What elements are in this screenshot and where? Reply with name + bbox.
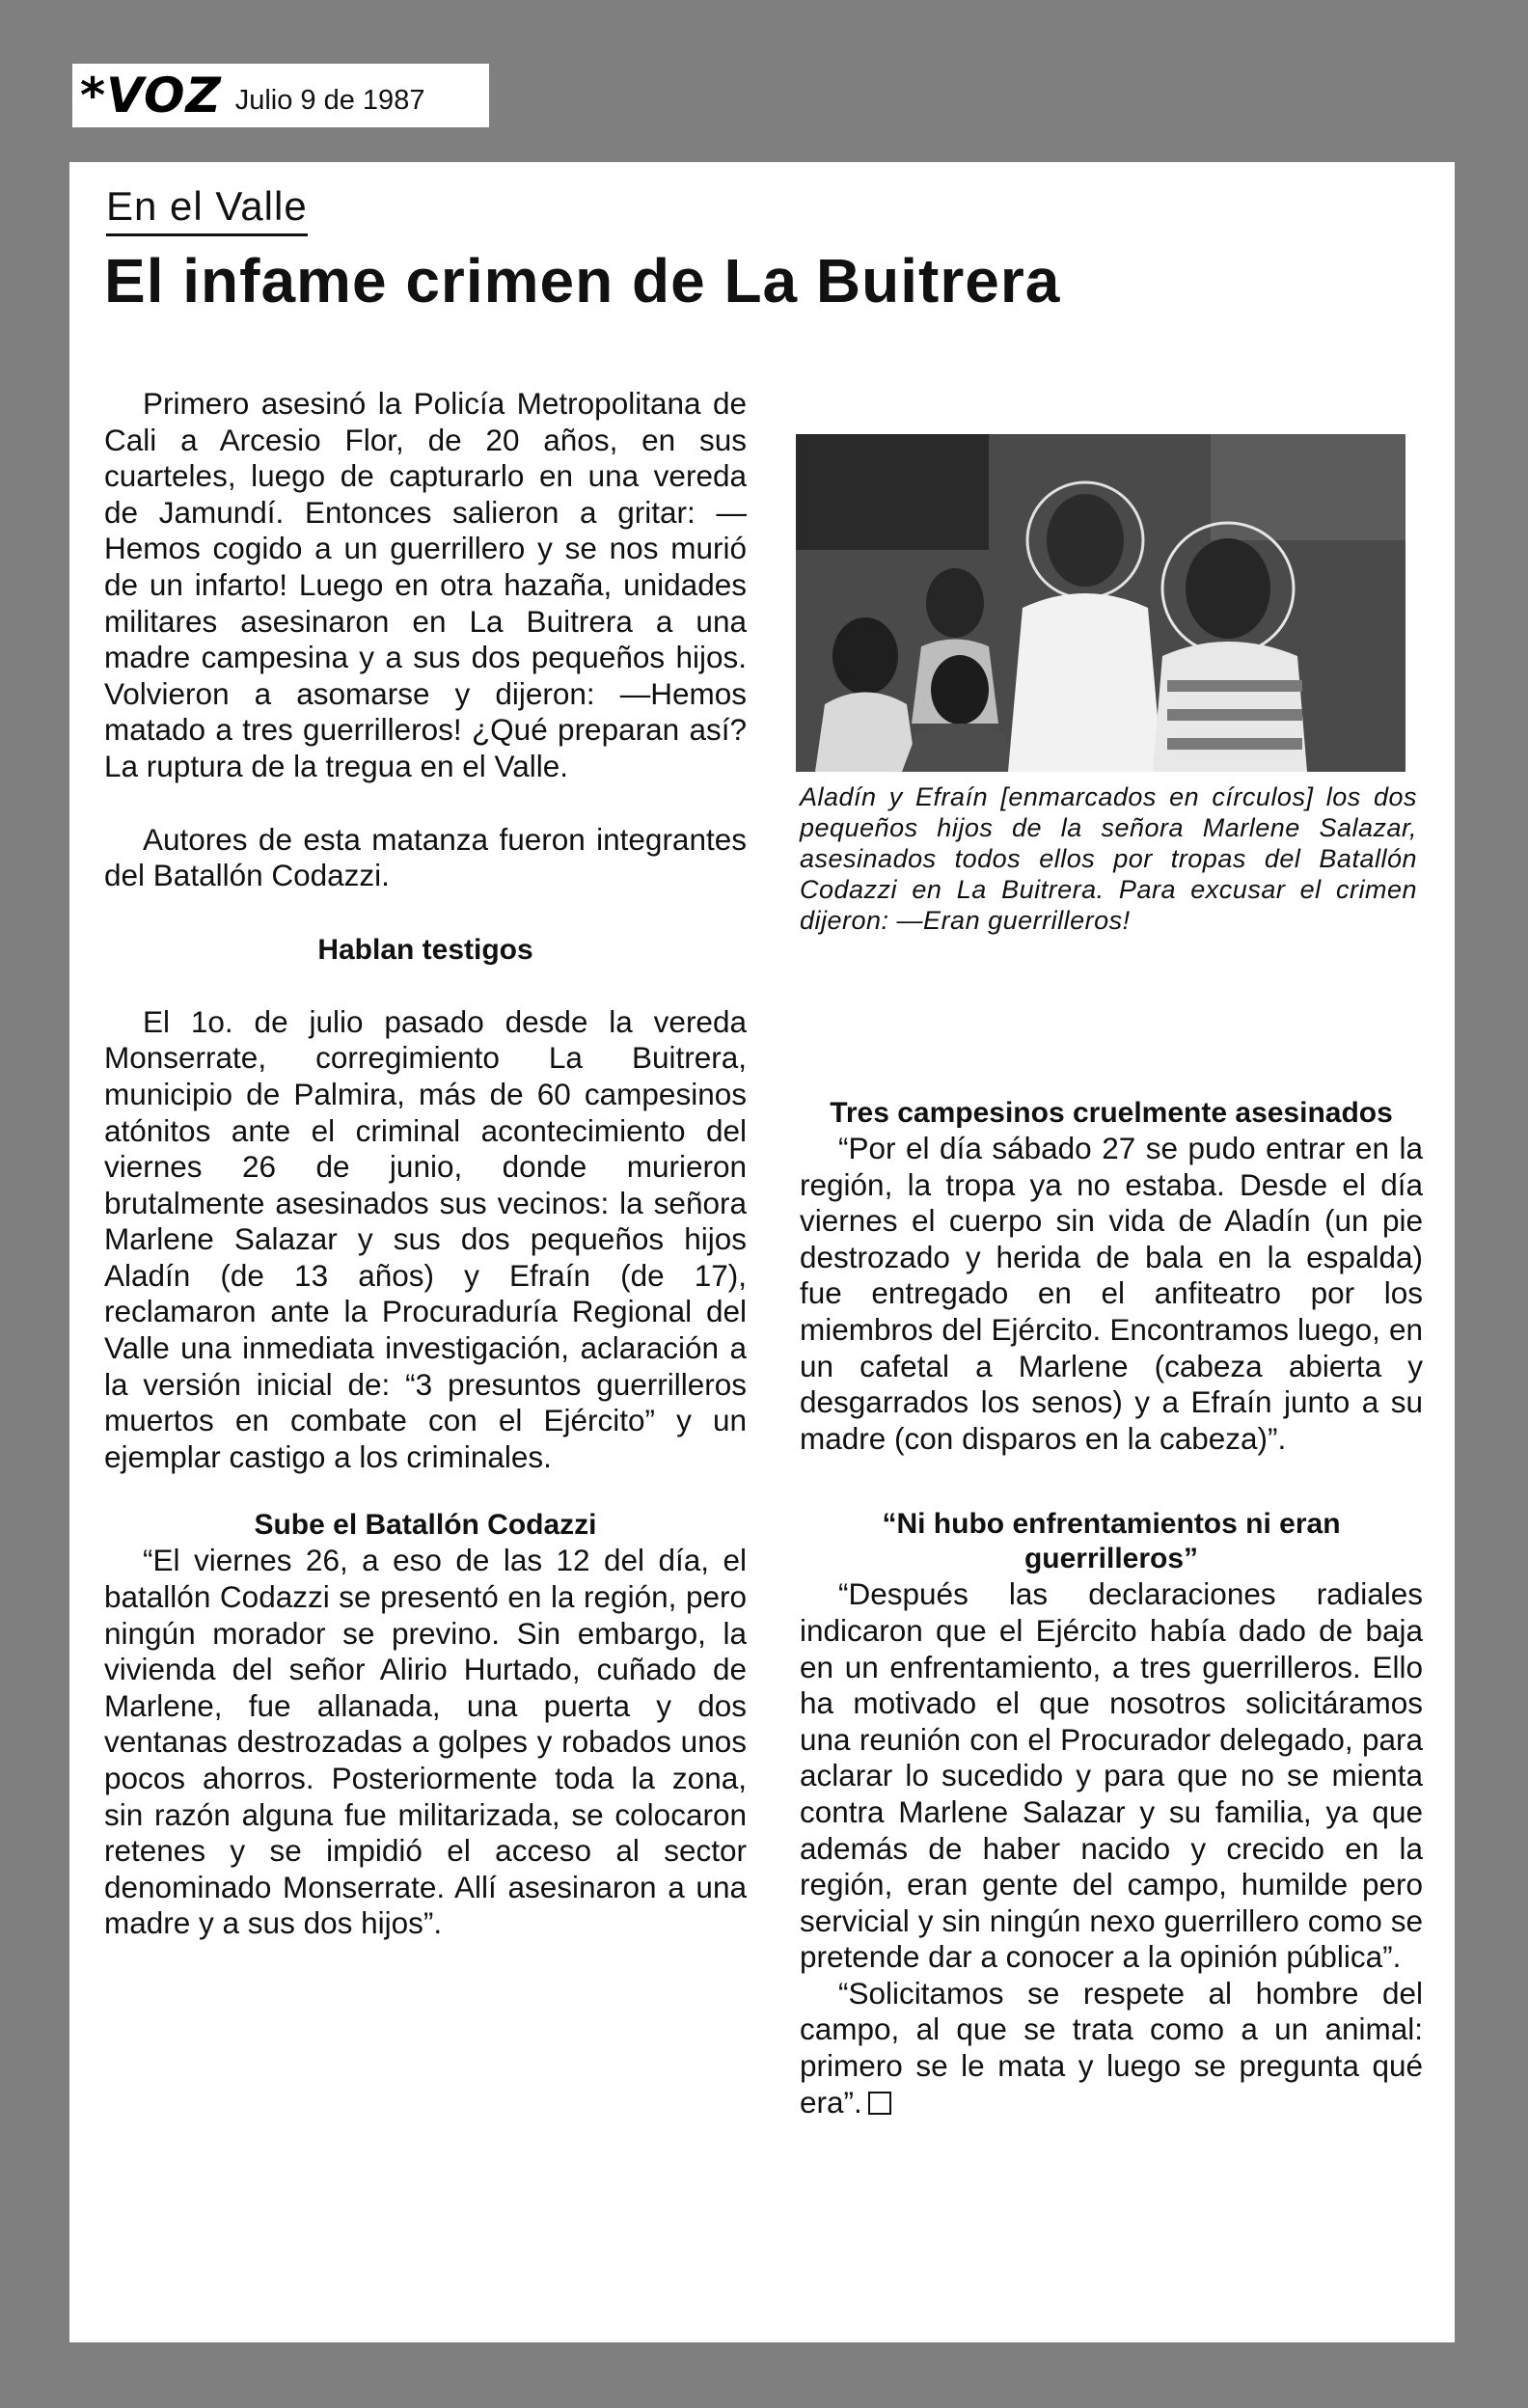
end-of-article-mark: [868, 2092, 891, 2115]
body-paragraph: Primero asesinó la Policía Metropolitana de Cali a Arcesio Flor, de 20 años, en sus cuarteles, luego de capturarlo en una vereda de Jamundí. Entonces salieron a gritar: —Hemos cogido a un guerrillero y se nos murió de un infarto! Luego en otra hazaña, unidades militares asesinaron en La Buitrera a una madre campesina y a sus dos pequeños hijos. Volvieron a asomarse y dijeron: —Hemos matado a tres guerrilleros! ¿Qué preparan así? La ruptura de la tregua en el Valle.: [104, 386, 747, 783]
section-kicker: En el Valle: [106, 183, 308, 236]
subheading: Sube el Batallón Codazzi: [254, 1509, 597, 1542]
subheading: Hablan testigos: [317, 933, 533, 966]
newspaper-logo: *VOZ: [80, 68, 222, 123]
subheading: “Ni hubo enfrentamientos ni eran guerrilleros”: [882, 1508, 1341, 1575]
closing-quote-text: “Solicitamos se respete al hombre del campo, al que se trata como a un animal: primero se le mata y luego se pregunta qué era”.: [800, 1975, 1423, 2120]
body-paragraph: Autores de esta matanza fueron integrantes del Batallón Codazzi.: [104, 821, 747, 893]
body-paragraph: “El viernes 26, a eso de las 12 del día, el batallón Codazzi se presentó en la región, pero ningún morador se previno. Sin embargo, la vivienda del señor Alirio Hurtado, cuñado de Marlene, fue allanada, una puerta y dos ventanas destrozadas a golpes y robados unos pocos ahorros. Posteriormente toda la zona, sin razón alguna fue militarizada, se colocaron retenes y se impidió el acceso al sector denominado Monserrate. Allí asesinaron a una madre y a sus dos hijos”.: [104, 1543, 747, 1941]
photo-illustration: [796, 434, 1405, 772]
body-paragraph: [800, 1976, 1423, 2121]
body-paragraph: El 1o. de julio pasado desde la vereda Monserrate, corregimiento La Buitrera, municipio de Palmira, más de 60 campesinos atónitos ante el criminal acontecimiento del viernes 26 de junio, donde murieron brutalmente asesinados sus vecinos: la señora Marlene Salazar y sus dos pequeños hijos Aladín (de 13 años) y Efraín (de 17), reclamaron ante la Procuraduría Regional del Valle una inmediata investigación, aclaración a la versión inicial de: “3 presuntos guerrilleros muertos en combate con el Ejército” y un ejemplar castigo a los criminales.: [104, 1003, 747, 1474]
news-photo: [796, 434, 1405, 772]
article-headline: El infame crimen de La Buitrera: [104, 246, 1061, 315]
publication-date: Julio 9 de 1987: [234, 84, 425, 116]
body-paragraph: “Por el día sábado 27 se pudo entrar en la región, la tropa ya no estaba. Desde el día viernes el cuerpo sin vida de Aladín (un pie destrozado y herida de bala en la espalda) fue entregado en el anfiteatro por los miembros del Ejército. Encontramos luego, en un cafetal a Marlene (cabeza abierta y desgarrados los senos) y a Efraín junto a su madre (con disparos en la cabeza)”.: [800, 1131, 1423, 1456]
right-column: [800, 1096, 1423, 2121]
left-column: [104, 386, 747, 1942]
masthead: [72, 64, 489, 127]
article-clipping: [69, 162, 1455, 2342]
body-paragraph: “Después las declaraciones radiales indicaron que el Ejército había dado de baja en un enfrentamiento, a tres guerrilleros. Ello ha motivado el que nosotros solicitáramos una reunión con el Procurador delegado, para aclarar lo sucedido y para que no se mienta contra Marlene Salazar y su familia, ya que además de haber nacido y crecido en la región, eran gente del campo, humilde pero servicial y sin ningún nexo guerrillero como se pretende dar a conocer a la opinión pública”.: [800, 1576, 1423, 1975]
photo-caption: Aladín y Efraín [enmarcados en círculos] los dos pequeños hijos de la señora Marlene Salazar, asesinados todos ellos por tropas del Batallón Codazzi en La Buitrera. Para excusar el crimen dijeron: —Eran guerrilleros!: [800, 782, 1417, 935]
subheading: Tres campesinos cruelmente asesinados: [830, 1097, 1393, 1129]
